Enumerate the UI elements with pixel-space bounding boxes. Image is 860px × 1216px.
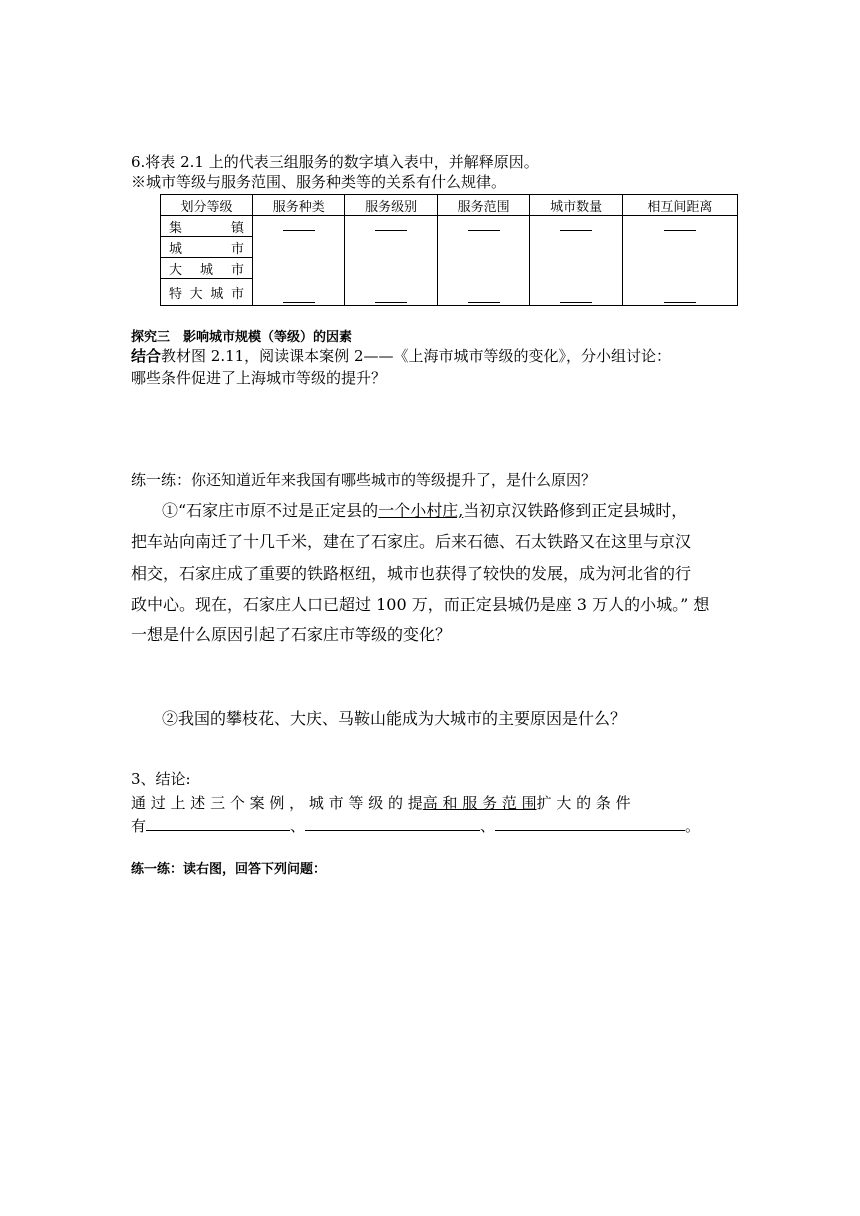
table-row-label: 城 市: [161, 237, 253, 258]
blank-cell[interactable]: [622, 216, 737, 306]
case-line1: [162, 501, 687, 521]
separator: 、: [480, 817, 496, 835]
table-header: 划分等级: [161, 195, 253, 216]
conclusion-text: 通 过 上 述 三 个 案 例 ， 城 市 等 级 的 提: [131, 794, 423, 812]
city-level-table: [160, 194, 738, 306]
period: 。: [685, 817, 701, 835]
conclusion-text: 有: [131, 817, 147, 835]
case-line4: 政中心。现在，石家庄人口已超过 100 万，而正定县城仍是座 3 万人的小城。” 想: [131, 595, 710, 614]
table-header: 城市数量: [530, 195, 622, 216]
case2-question: ②我国的攀枝花、大庆、马鞍山能成为大城市的主要原因是什么？: [162, 709, 627, 728]
explore3-line2: 哪些条件促进了上海城市等级的提升？: [131, 369, 387, 387]
answer-blank[interactable]: [495, 816, 685, 831]
answer-blank[interactable]: [305, 816, 480, 831]
case-line3: 相交，石家庄成了重要的铁路枢纽，城市也获得了较快的发展，成为河北省的行: [131, 564, 692, 583]
table-row-label: 大 城 市: [161, 258, 253, 279]
case-text: 当初京汉铁路修到正定县城时，: [463, 501, 688, 520]
q6-line2: ※城市等级与服务范围、服务种类等的关系有什么规律。: [131, 173, 507, 191]
conclusion-title: 3、结论:: [131, 770, 191, 788]
answer-blank[interactable]: [146, 816, 290, 831]
blank-cell[interactable]: [437, 216, 529, 306]
conclusion-text: 扩 大 的 条 件: [536, 794, 631, 812]
blank-cell[interactable]: [345, 216, 437, 306]
case-line2: 把车站向南迁了十几千米，建在了石家庄。后来石德、石太铁路又在这里与京汉: [131, 532, 692, 551]
table-header: 服务范围: [437, 195, 529, 216]
blank-cell[interactable]: [530, 216, 622, 306]
explore3-line1: [131, 346, 671, 366]
table-row-label: 特大城市: [161, 279, 253, 306]
practice2-title: 练一练：读右图，回答下列问题：: [131, 862, 327, 877]
q6-line1: 6.将表 2.1 上的代表三组服务的数字填入表中，并解释原因。: [131, 153, 539, 171]
bold-lead: 结合: [131, 347, 162, 365]
case-text: ①“石家庄市原不过是正定县的: [162, 501, 379, 520]
case-line5: 一想是什么原因引起了石家庄市等级的变化？: [131, 625, 452, 644]
table-header: 服务级别: [345, 195, 437, 216]
underlined-text: 高 和 服 务 范 围: [422, 794, 537, 812]
conclusion-line2: [131, 816, 700, 836]
separator: 、: [290, 817, 306, 835]
section-title: 探究三 影响城市规模（等级）的因素: [131, 330, 353, 345]
conclusion-line1: [131, 793, 631, 813]
blank-cell[interactable]: [253, 216, 345, 306]
practice1-intro: 练一练：你还知道近年来我国有哪些城市的等级提升了，是什么原因？: [131, 471, 597, 489]
table-header: 服务种类: [253, 195, 345, 216]
table-header: 相互间距离: [622, 195, 737, 216]
underlined-text: 一个小村庄,: [378, 501, 464, 520]
table-row-label: 集 镇: [161, 216, 253, 237]
lead-text: 教材图 2.11，阅读课本案例 2——《上海市城市等级的变化》，分小组讨论：: [161, 347, 671, 365]
